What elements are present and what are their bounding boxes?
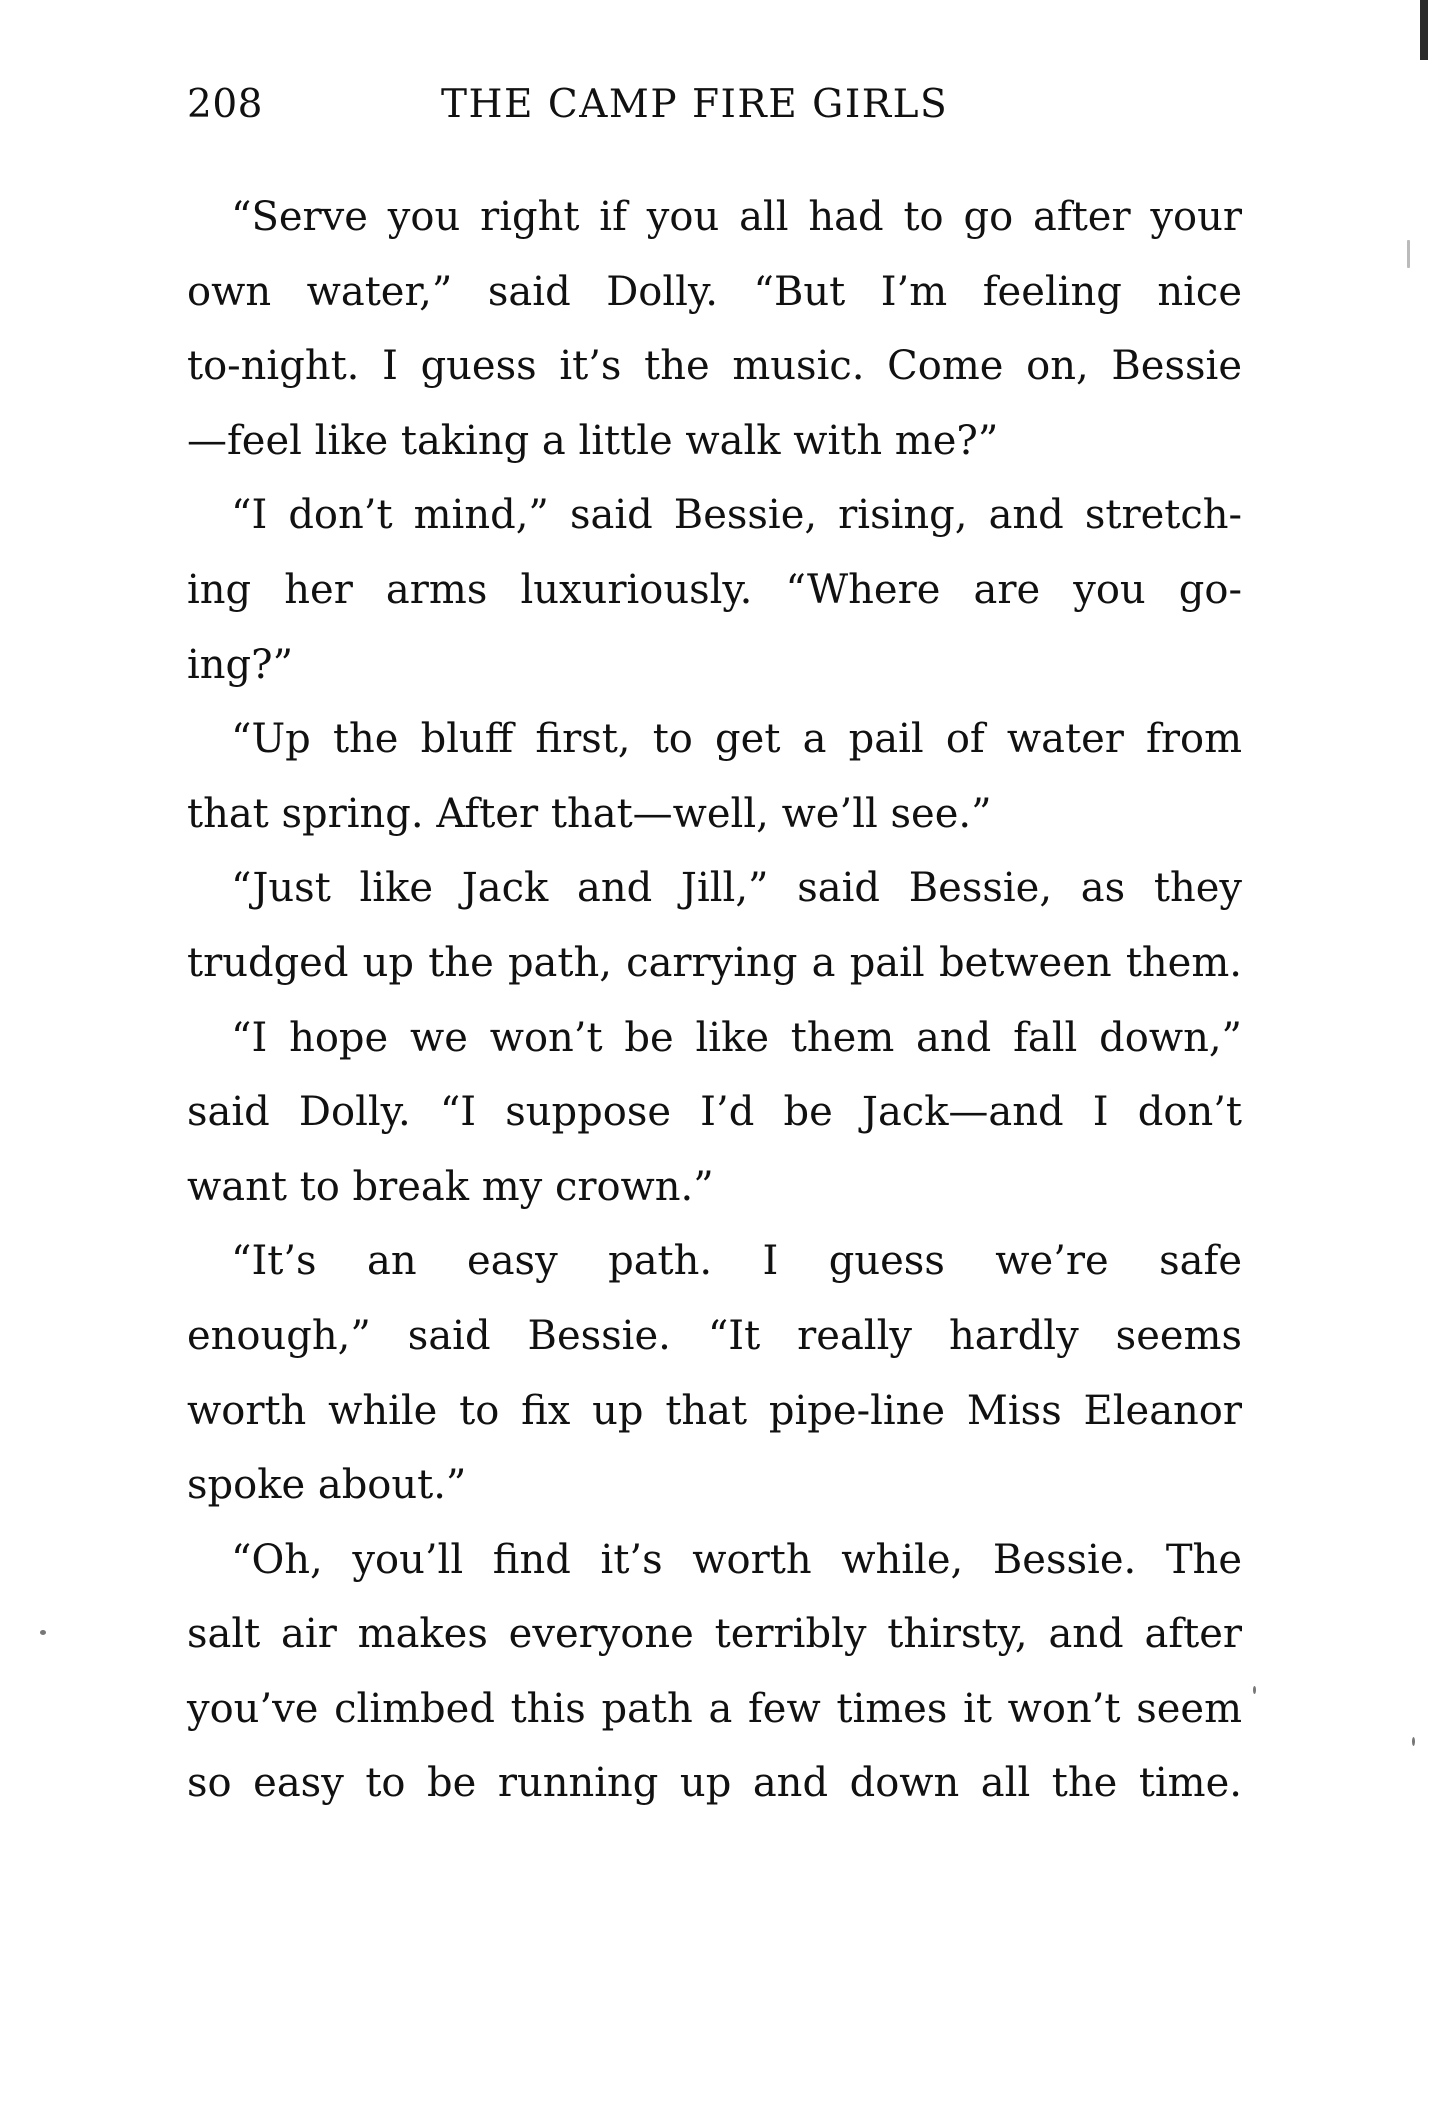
text-line: ing?”	[187, 641, 294, 688]
text-line: that spring. After that—well, we’ll see.”	[187, 790, 992, 837]
text-line: —feel like taking a little walk with me?”	[187, 417, 999, 464]
page-header	[187, 82, 1247, 132]
text-line: to-night. I guess it’s the music. Come on, Bessie	[187, 343, 1242, 390]
text-line: own water,” said Dolly. “But I’m feeling nice	[187, 268, 1242, 315]
page-number: 208	[187, 82, 263, 127]
text-line: so easy to be running up and down all the time.	[187, 1760, 1242, 1807]
text-line: you’ve climbed this path a few times it won’t seem	[187, 1685, 1242, 1732]
text-line: ing her arms luxuriously. “Where are you go-	[187, 566, 1242, 613]
scan-speck	[1412, 1737, 1415, 1746]
text-line: spoke about.”	[187, 1462, 467, 1509]
text-line: “Oh, you’ll find it’s worth while, Bessie. The	[231, 1536, 1242, 1583]
scan-speck	[1407, 240, 1410, 268]
scan-speck	[40, 1630, 46, 1635]
text-line: trudged up the path, carrying a pail between them.	[187, 939, 1242, 986]
page-edge-mark	[1420, 0, 1428, 60]
scan-speck	[1253, 1686, 1256, 1694]
text-line: “It’s an easy path. I guess we’re safe	[231, 1238, 1242, 1285]
text-line: “Just like Jack and Jill,” said Bessie, as they	[231, 865, 1242, 912]
text-line: want to break my crown.”	[187, 1163, 714, 1210]
text-line: salt air makes everyone terribly thirsty, and after	[187, 1611, 1242, 1658]
running-head: THE CAMP FIRE GIRLS	[441, 82, 949, 127]
body-text	[187, 180, 1242, 1821]
text-line: “Up the bluff first, to get a pail of water from	[231, 716, 1242, 763]
text-line: worth while to fix up that pipe-line Miss Eleanor	[187, 1387, 1242, 1434]
text-line: said Dolly. “I suppose I’d be Jack—and I don’t	[187, 1089, 1242, 1136]
text-line: enough,” said Bessie. “It really hardly seems	[187, 1312, 1242, 1359]
text-line: “I don’t mind,” said Bessie, rising, and stretch-	[231, 492, 1242, 539]
text-line: “I hope we won’t be like them and fall down,”	[231, 1014, 1242, 1061]
text-line: “Serve you right if you all had to go after your	[231, 194, 1242, 240]
